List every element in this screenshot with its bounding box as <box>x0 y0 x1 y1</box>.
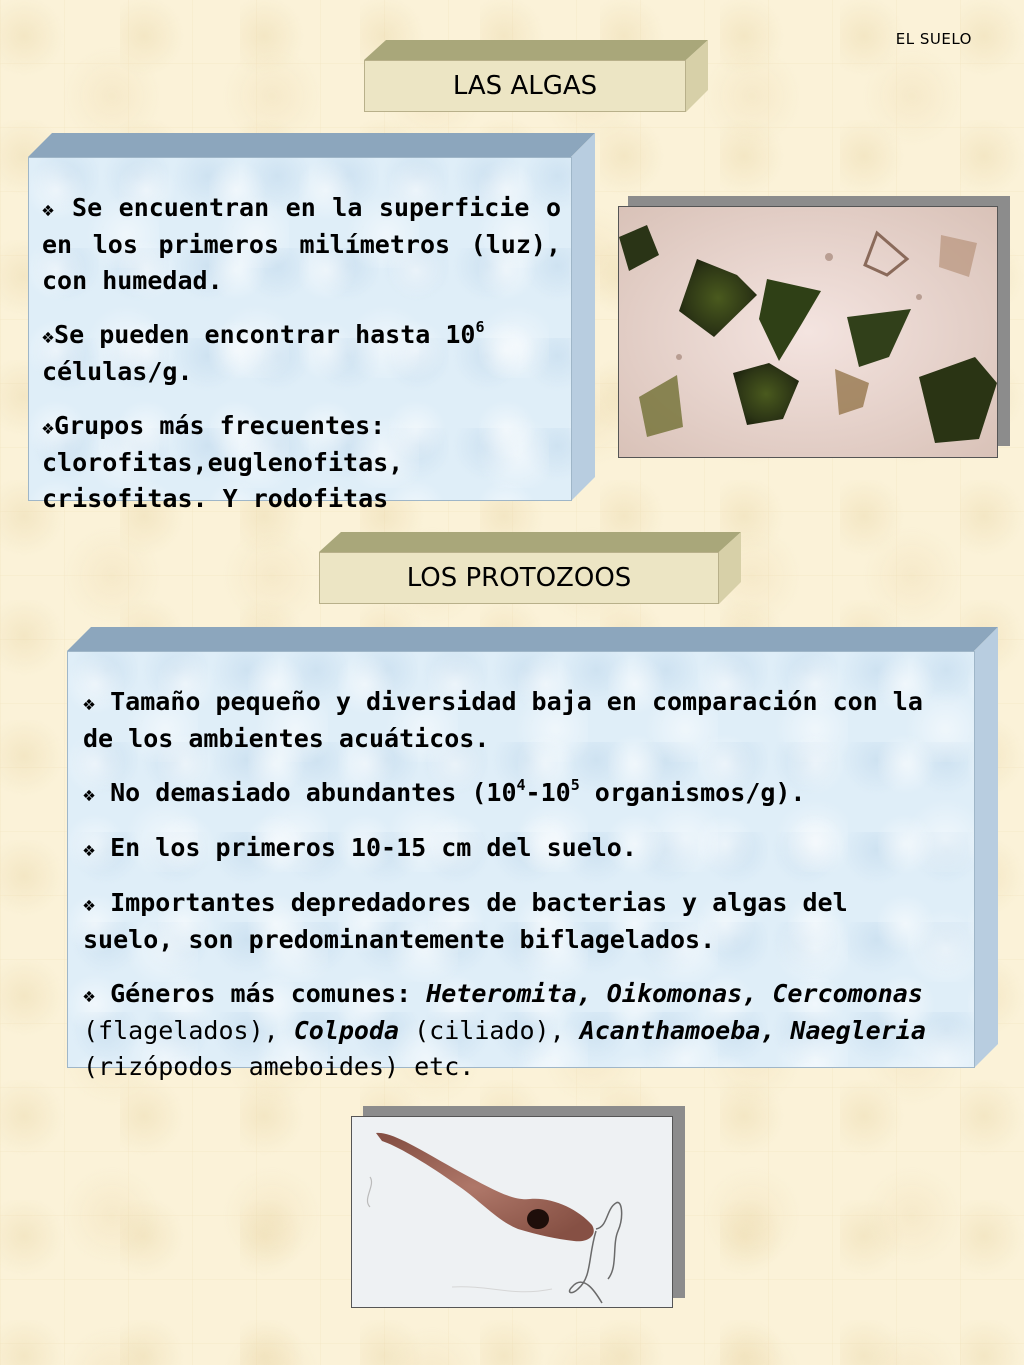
algas-bullet-groups: ❖Grupos más frecuentes: clorofitas,euglenofitas, crisofitas. Y rodofitas <box>42 411 404 513</box>
protozoos-bullet-size: ❖ Tamaño pequeño y diversidad baja en comparación con la de los ambientes acuáticos. <box>83 687 923 753</box>
header-label: EL SUELO <box>895 30 972 48</box>
algas-bullet-location: ❖ Se encuentran en la superficie o en los primeros milímetros (luz), con humedad. <box>42 193 561 295</box>
bullet-diamond-icon: ❖ <box>42 415 55 439</box>
bullet-diamond-icon: ❖ <box>42 197 56 221</box>
flagellate-micrograph-icon <box>352 1117 672 1307</box>
protozoos-title: LOS PROTOZOOS <box>319 552 719 604</box>
algae-micrograph-icon <box>619 207 997 457</box>
bullet-diamond-icon: ❖ <box>83 782 96 806</box>
bullet-diamond-icon: ❖ <box>83 837 96 861</box>
bullet-diamond-icon: ❖ <box>83 892 96 916</box>
algae-photo <box>618 196 1010 458</box>
algas-bullet-count: ❖Se pueden encontrar hasta $10^6$ células/g. <box>42 317 485 386</box>
protozoos-bullet-depth: ❖ En los primeros 10-15 cm del suelo. <box>83 833 637 862</box>
protozoos-bullet-genera: ❖ Géneros más comunes: Heteromita, Oikomonas, Cercomonas (flagelados), Colpoda (ciliado), Acanthamoeba, Naegleria (rizópodos ameboides) etc. <box>83 979 926 1081</box>
flagellate-photo <box>351 1106 685 1308</box>
protozoos-title-box <box>319 532 741 604</box>
protozoos-bullet-abundance: ❖ No demasiado abundantes ($10^4-10^5$ organismos/g). <box>83 775 806 807</box>
bullet-diamond-icon: ❖ <box>83 983 96 1007</box>
bullet-diamond-icon: ❖ <box>42 324 55 348</box>
algas-content-box <box>28 133 595 513</box>
protozoos-bullet-predators: ❖ Importantes depredadores de bacterias y algas del suelo, son predominantemente biflagelados. <box>83 888 848 954</box>
bullet-diamond-icon: ❖ <box>83 691 96 715</box>
algas-title-box <box>364 40 708 112</box>
protozoos-content-box <box>67 627 998 1081</box>
algas-title: LAS ALGAS <box>364 60 686 112</box>
